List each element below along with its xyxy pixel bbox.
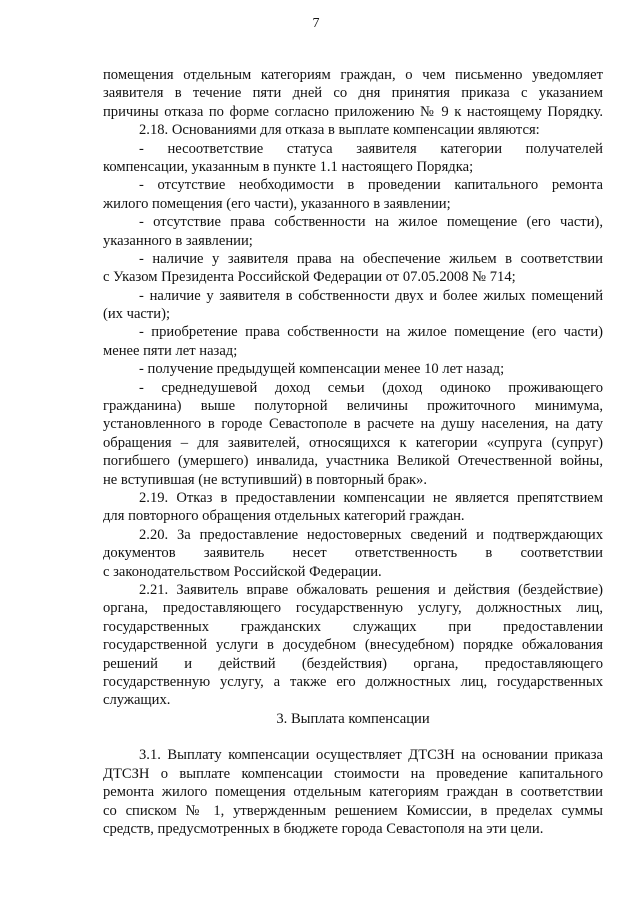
text-line: - отсутствие права собственности на жилое помещение (его части), [139,214,603,231]
text-line: ДТСЗН о выплате компенсации стоимости на проведение капитального [103,765,603,782]
page-number: 7 [312,16,320,31]
text-line: погибшего (умершего) инвалида, участника Великой Отечественной войны, [103,453,603,470]
text-line: компенсации, указанным в пункте 1.1 настоящего Порядка; [103,158,474,175]
text-line: менее пяти лет назад; [103,342,238,359]
text-line: ремонта жилого помещения отдельным категориям граждан в соответствии [103,784,603,801]
section-heading: 3. Выплата компенсации [276,710,430,727]
text-line: решений и действий (бездействия) органа, предоставляющего [103,655,603,672]
text-line: заявителя в течение пяти дней со дня принятия приказа с указанием [103,85,603,102]
text-line: не вступившая (не вступивший) в повторный брак». [103,471,427,488]
text-line: государственной услуги в досудебном (внесудебном) порядке обжалования [103,637,603,654]
text-line: 2.20. За предоставление недостоверных сведений и подтверждающих [139,526,603,543]
text-line: гражданина) выше полуторной величины прожиточного минимума, [103,398,603,415]
document-body [103,66,603,838]
text-line: средств, предусмотренных в бюджете города Севастополя на эти цели. [103,821,544,838]
text-line: - среднедушевой доход семьи (доход одиноко проживающего [139,379,603,396]
text-line: органа, предоставляющего государственную услугу, должностных лиц, [103,600,603,617]
text-line: - получение предыдущей компенсации менее 10 лет назад; [139,361,505,378]
text-line: 2.21. Заявитель вправе обжаловать решения и действия (бездействие) [139,581,603,598]
text-line: 2.18. Основаниями для отказа в выплате компенсации являются: [139,122,540,139]
text-line: для повторного обращения отдельных категорий граждан. [103,508,465,525]
text-line: со списком № 1, утвержденным решением Комиссии, в пределах суммы [103,802,603,819]
text-line: (их части); [103,306,171,323]
text-line: - несоответствие статуса заявителя категории получателей [139,140,603,157]
text-line: документов заявитель несет ответственность в соответствии [103,545,603,562]
text-line: с законодательством Российской Федерации. [103,563,382,580]
text-line: установленного в городе Севастополе в расчете на душу населения, на дату [103,416,603,433]
text-line: служащих. [103,692,171,709]
blank-line [103,728,603,746]
text-line: государственную услугу, а также его должностных лиц, государственных [103,673,603,690]
text-line: 3.1. Выплату компенсации осуществляет ДТСЗН на основании приказа [139,747,603,764]
text-line: государственных гражданских служащих при предоставлении [103,618,603,635]
text-line: обращения – для заявителей, относящихся к категории «супруга (супруг) [103,434,603,451]
text-line: - отсутствие необходимости в проведении капитального ремонта [139,177,603,194]
text-line: жилого помещения (его части), указанного в заявлении; [103,195,451,212]
text-line: - приобретение права собственности на жилое помещение (его части) [139,324,603,341]
text-line: - наличие у заявителя в собственности двух и более жилых помещений [139,287,603,304]
text-line: причины отказа по форме согласно приложению № 9 к настоящему Порядку. [103,103,603,120]
text-line: - наличие у заявителя права на обеспечение жильем в соответствии [139,250,603,267]
text-line: помещения отдельным категориям граждан, о чем письменно уведомляет [103,67,603,83]
text-line: указанного в заявлении; [103,232,253,249]
text-line: 2.19. Отказ в предоставлении компенсации не является препятствием [139,489,603,506]
text-line: с Указом Президента Российской Федерации от 07.05.2008 № 714; [103,269,516,286]
